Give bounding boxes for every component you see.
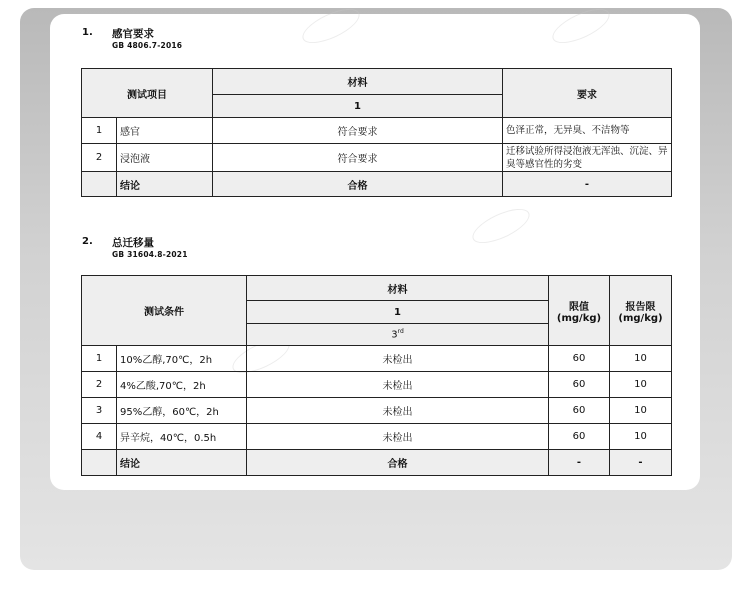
table-row <box>82 372 672 398</box>
section2-number: 2. <box>82 236 93 247</box>
section2-standard: GB 31604.8-2021 <box>112 250 188 259</box>
section1-title: 感官要求 <box>112 28 154 40</box>
row-limit: 60 <box>549 346 610 372</box>
row-item: 感官 <box>117 118 213 144</box>
row-result: 未检出 <box>247 372 549 398</box>
table-row <box>82 398 672 424</box>
header-report-label: 报告限 <box>625 301 656 313</box>
conclusion-label: 结论 <box>117 172 213 197</box>
table-row <box>82 144 672 172</box>
row-result: 未检出 <box>247 398 549 424</box>
row-condition: 10%乙醇,70℃，2h <box>117 346 247 372</box>
times-suffix: rd <box>397 328 404 336</box>
row-report: 10 <box>610 398 672 424</box>
row-number: 2 <box>82 144 117 172</box>
row-limit: 60 <box>549 372 610 398</box>
row-result: 未检出 <box>247 424 549 450</box>
header-test-item: 测试项目 <box>82 69 213 118</box>
row-number: 4 <box>82 424 117 450</box>
conclusion-limit: - <box>549 450 610 476</box>
row-report: 10 <box>610 424 672 450</box>
conclusion-report: - <box>610 450 672 476</box>
row-condition: 95%乙醇，60℃，2h <box>117 398 247 424</box>
row-result: 符合要求 <box>213 118 503 144</box>
row-requirement: 迁移试验所得浸泡液无浑浊、沉淀、异臭等感官性的劣变 <box>503 144 672 172</box>
header-material-no: 1 <box>247 301 549 324</box>
conclusion-result: 合格 <box>213 172 503 197</box>
row-requirement: 色泽正常，无异臭、不洁物等 <box>503 118 672 144</box>
times-value: 3 <box>391 329 398 341</box>
row-condition: 4%乙酸,70℃，2h <box>117 372 247 398</box>
section1-standard: GB 4806.7-2016 <box>112 41 183 50</box>
conclusion-requirement: - <box>503 172 672 197</box>
header-report-limit <box>610 276 672 346</box>
row-result: 符合要求 <box>213 144 503 172</box>
header-material-no: 1 <box>213 95 503 118</box>
row-number: 2 <box>82 372 117 398</box>
header-limit-unit: (mg/kg) <box>556 312 602 324</box>
table-row <box>82 424 672 450</box>
conclusion-label: 结论 <box>117 450 247 476</box>
row-report: 10 <box>610 372 672 398</box>
row-limit: 60 <box>549 398 610 424</box>
row-number: 3 <box>82 398 117 424</box>
row-result: 未检出 <box>247 346 549 372</box>
row-item: 浸泡液 <box>117 144 213 172</box>
table-row <box>82 346 672 372</box>
migration-table <box>81 275 672 476</box>
section1-number: 1. <box>82 27 93 38</box>
conclusion-row <box>82 172 672 197</box>
table-row <box>82 118 672 144</box>
header-limit-label: 限值 <box>569 301 589 313</box>
header-limit <box>549 276 610 346</box>
row-number: 1 <box>82 118 117 144</box>
section2-title: 总迁移量 <box>112 237 154 249</box>
row-condition: 异辛烷，40℃，0.5h <box>117 424 247 450</box>
conclusion-row <box>82 450 672 476</box>
sensory-table <box>81 68 672 197</box>
row-report: 10 <box>610 346 672 372</box>
header-report-unit: (mg/kg) <box>618 312 663 324</box>
watermark-mark <box>468 202 534 250</box>
header-requirement: 要求 <box>503 69 672 118</box>
header-material: 材料 <box>247 276 549 301</box>
row-number: 1 <box>82 346 117 372</box>
row-limit: 60 <box>549 424 610 450</box>
header-test-condition: 测试条件 <box>82 276 247 346</box>
header-material: 材料 <box>213 69 503 95</box>
header-times <box>247 324 549 346</box>
conclusion-result: 合格 <box>247 450 549 476</box>
